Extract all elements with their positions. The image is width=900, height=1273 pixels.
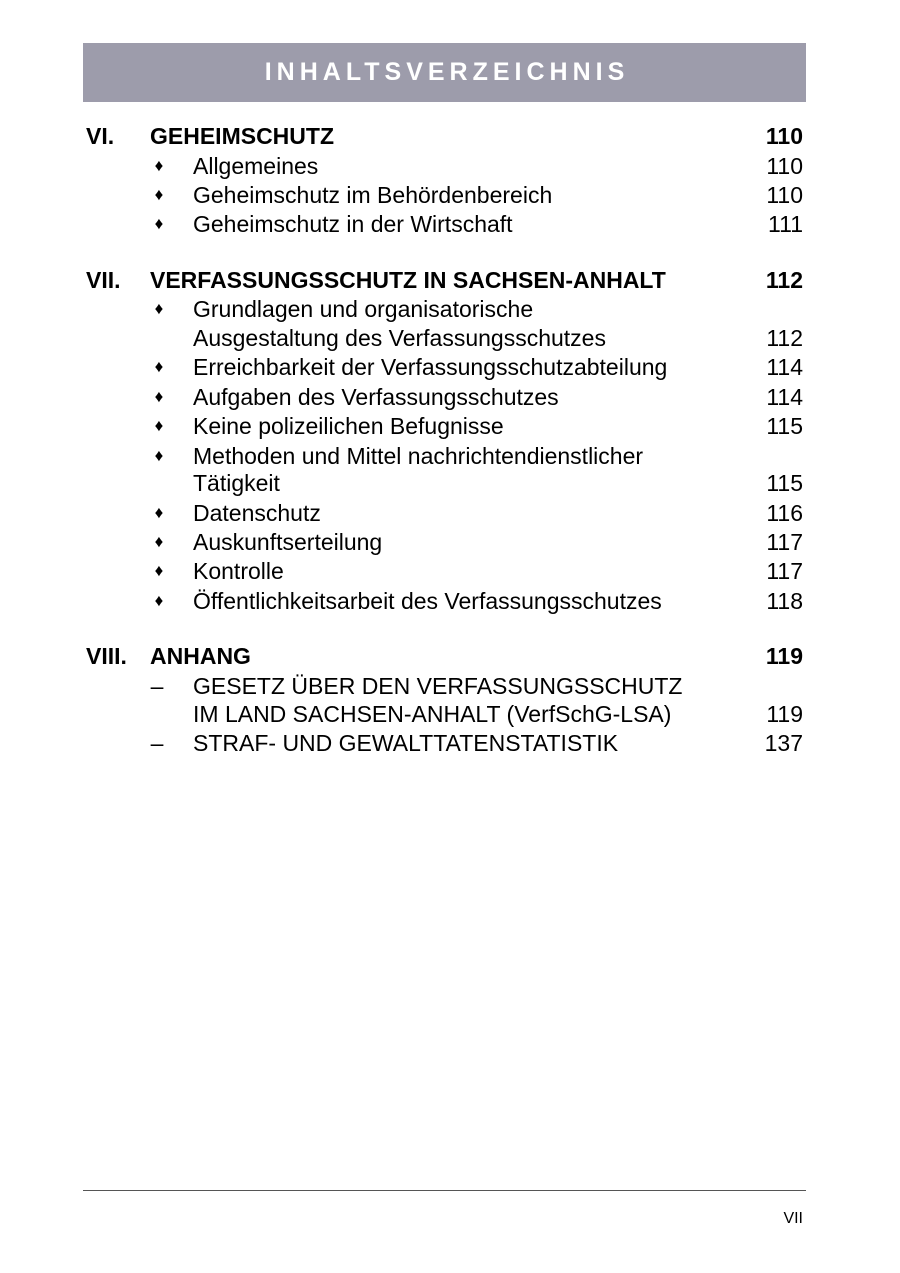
bullet-icon: ♦ — [154, 561, 164, 580]
entry-page: 110 — [766, 153, 803, 179]
toc-entry[interactable] — [0, 499, 900, 527]
toc-entry[interactable] — [0, 672, 900, 700]
toc-entry-continuation[interactable] — [0, 324, 900, 352]
section-heading-vii[interactable] — [0, 266, 900, 294]
entry-label: IM LAND SACHSEN-ANHALT (VerfSchG-LSA) — [193, 701, 672, 727]
entry-label: STRAF- UND GEWALTTATENSTATISTIK — [193, 730, 619, 756]
toc-entry[interactable] — [0, 412, 900, 440]
section-heading-viii[interactable] — [0, 642, 900, 670]
toc-header-banner — [83, 43, 806, 102]
entry-page: 111 — [768, 211, 803, 237]
entry-page: 115 — [766, 413, 803, 439]
entry-page: 110 — [766, 182, 803, 208]
section-page: 119 — [765, 643, 803, 669]
entry-page: 119 — [766, 701, 803, 727]
entry-page: 137 — [764, 730, 803, 756]
entry-label: Erreichbarkeit der Verfassungsschutzabteilung — [193, 354, 668, 380]
bullet-icon: ♦ — [154, 446, 164, 465]
section-title: ANHANG — [150, 643, 251, 669]
section-page: 112 — [765, 267, 803, 293]
section-page: 110 — [765, 123, 803, 149]
toc-entry[interactable] — [0, 210, 900, 238]
entry-page: 114 — [766, 354, 803, 380]
entry-label: Geheimschutz in der Wirtschaft — [193, 211, 513, 237]
section-title: GEHEIMSCHUTZ — [150, 123, 334, 149]
entry-label: Tätigkeit — [193, 470, 280, 496]
entry-label: Grundlagen und organisatorische — [193, 296, 534, 322]
entry-label: GESETZ ÜBER DEN VERFASSUNGSSCHUTZ — [193, 673, 683, 699]
toc-entry[interactable] — [0, 729, 900, 757]
toc-entry-continuation[interactable] — [0, 700, 900, 728]
entry-label: Keine polizeilichen Befugnisse — [193, 413, 504, 439]
entry-label: Öffentlichkeitsarbeit des Verfassungsschutzes — [193, 588, 662, 614]
section-title: VERFASSUNGSSCHUTZ IN SACHSEN-ANHALT — [150, 267, 666, 293]
section-number: VII. — [86, 267, 121, 293]
section-number: VI. — [86, 123, 115, 149]
bullet-icon: ♦ — [154, 503, 164, 522]
entry-page: 114 — [766, 384, 803, 410]
entry-page: 116 — [766, 500, 803, 526]
dash-icon: – — [150, 673, 164, 699]
section-heading-vi[interactable] — [0, 122, 900, 150]
entry-page: 117 — [766, 558, 803, 584]
section-number: VIII. — [86, 643, 127, 669]
bullet-icon: ♦ — [154, 416, 164, 435]
entry-label: Auskunftserteilung — [193, 529, 383, 555]
bullet-icon: ♦ — [154, 357, 164, 376]
bullet-icon: ♦ — [154, 214, 164, 233]
entry-label: Geheimschutz im Behördenbereich — [193, 182, 553, 208]
toc-title: INHALTSVERZEICHNIS — [264, 58, 630, 86]
bullet-icon: ♦ — [154, 156, 164, 175]
entry-page: 115 — [766, 470, 803, 496]
entry-page: 117 — [766, 529, 803, 555]
entry-label: Allgemeines — [193, 153, 319, 179]
bullet-icon: ♦ — [154, 532, 164, 551]
toc-entry[interactable] — [0, 442, 900, 470]
bullet-icon: ♦ — [154, 387, 164, 406]
footer-page-number: VII — [783, 1210, 803, 1227]
toc-entry[interactable] — [0, 152, 900, 180]
toc-entry[interactable] — [0, 181, 900, 209]
toc-entry-continuation[interactable] — [0, 469, 900, 497]
dash-icon: – — [150, 730, 164, 756]
entry-label: Kontrolle — [193, 558, 284, 584]
toc-entry[interactable] — [0, 295, 900, 323]
bullet-icon: ♦ — [154, 591, 164, 610]
entry-label: Ausgestaltung des Verfassungsschutzes — [193, 325, 606, 351]
toc-entry[interactable] — [0, 587, 900, 615]
toc-entry[interactable] — [0, 383, 900, 411]
toc-entry[interactable] — [0, 528, 900, 556]
entry-label: Datenschutz — [193, 500, 321, 526]
toc-entry[interactable] — [0, 353, 900, 381]
entry-label: Methoden und Mittel nachrichtendienstlicher — [193, 443, 644, 469]
bullet-icon: ♦ — [154, 185, 164, 204]
entry-page: 112 — [766, 325, 803, 351]
entry-label: Aufgaben des Verfassungsschutzes — [193, 384, 559, 410]
bullet-icon: ♦ — [154, 299, 164, 318]
toc-entry[interactable] — [0, 557, 900, 585]
footer-divider — [83, 1190, 806, 1191]
entry-page: 118 — [766, 588, 803, 614]
